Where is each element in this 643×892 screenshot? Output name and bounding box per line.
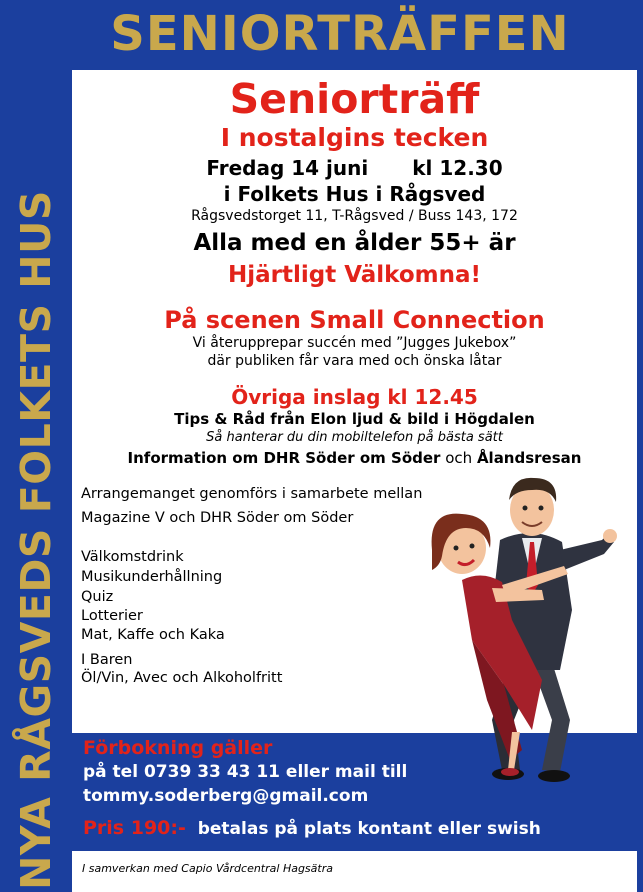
info-part-2: Ålandsresan [476, 449, 582, 467]
stage-line-1: Vi återupprepar succén med ”Jugges Jukebox” [192, 335, 517, 351]
event-title: Seniorträff [229, 75, 480, 123]
program-item: Mat, Kaffe och Kaka [81, 627, 225, 643]
booking-email[interactable]: tommy.soderberg@gmail.com [83, 786, 369, 806]
side-banner-text: NYA RÅGSVEDS FOLKETS HUS [12, 190, 60, 890]
stage-heading: På scenen Small Connection [164, 306, 545, 334]
price-line [83, 815, 541, 842]
dancing-couple-icon [392, 470, 627, 790]
other-heading: Övriga inslag kl 12.45 [231, 385, 478, 409]
bar-heading: I Baren [81, 652, 133, 668]
payment-info: betalas på plats kontant eller swish [197, 819, 541, 839]
footer-note: I samverkan med Capio Vårdcentral Hagsätra [82, 862, 333, 875]
bar-items: Öl/Vin, Avec och Alkoholfritt [81, 670, 283, 686]
event-subtitle: I nostalgins tecken [220, 123, 489, 152]
banner-title: SENIORTRÄFFEN [110, 6, 570, 62]
program-item: Musikunderhållning [81, 569, 223, 585]
info-and: och [445, 449, 473, 467]
event-address: Rågsvedstorget 11, T-Rågsved / Buss 143, 172 [191, 208, 518, 224]
stage-line-2: där publiken får vara med och önska låtar [207, 353, 502, 369]
program-item: Välkomstdrink [81, 549, 184, 565]
arrangement-line-1: Arrangemanget genomförs i samarbete mellan [81, 486, 423, 502]
right-border [637, 70, 643, 892]
event-date: Fredag 14 juni [206, 156, 369, 180]
booking-heading: Förbokning gäller [83, 737, 273, 759]
tips-line: Tips & Råd från Elon ljud & bild i Högdalen [174, 410, 535, 428]
booking-contact: på tel 0739 33 43 11 eller mail till [83, 762, 408, 782]
price: Pris 190:- [83, 817, 186, 839]
event-welcome: Hjärtligt Välkomna! [228, 262, 481, 288]
event-time: kl 12.30 [412, 156, 503, 180]
side-banner [0, 70, 72, 892]
event-date-line [72, 154, 637, 182]
phone-line: Så hanterar du din mobiltelefon på bästa sätt [206, 430, 503, 445]
top-banner [0, 0, 643, 70]
info-line [72, 446, 637, 470]
program-item: Lotterier [81, 608, 143, 624]
info-part-1: Information om DHR Söder om Söder [127, 449, 441, 467]
event-venue: i Folkets Hus i Rågsved [223, 182, 486, 206]
program-item: Quiz [81, 589, 114, 605]
event-age: Alla med en ålder 55+ är [193, 230, 516, 256]
arrangement-line-2: Magazine V och DHR Söder om Söder [81, 510, 354, 526]
